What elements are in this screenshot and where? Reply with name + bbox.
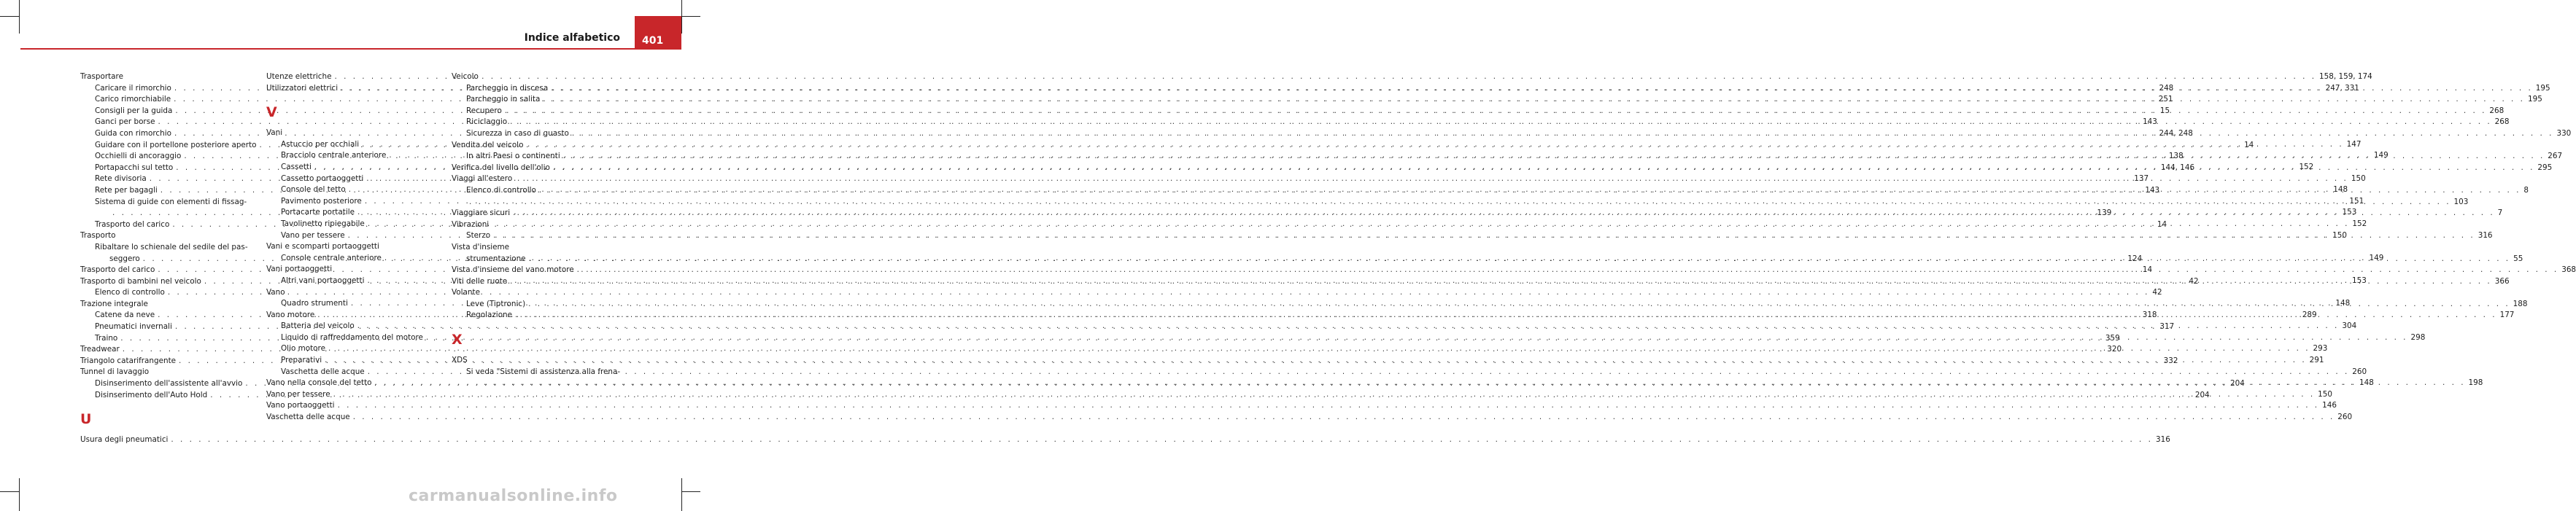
page-reference: 149 bbox=[2369, 253, 2384, 262]
entry-label: Vano per tessere bbox=[281, 230, 345, 240]
entry-label: Altri vani portaoggetti bbox=[281, 276, 365, 285]
page-reference: 153 bbox=[2342, 208, 2357, 217]
page-reference: 14 bbox=[2157, 219, 2167, 229]
page-reference: 317 bbox=[2159, 322, 2175, 332]
page-reference: 138 bbox=[2168, 152, 2184, 161]
entry-label: Regolazione bbox=[466, 311, 513, 320]
page-reference: 146 bbox=[2322, 401, 2337, 410]
dot-leader bbox=[338, 400, 2320, 412]
index-entry bbox=[80, 434, 2170, 446]
page-header-title: Indice alfabetico bbox=[524, 32, 620, 44]
page-reference: 260 bbox=[2352, 367, 2367, 376]
page-reference: 204 bbox=[2194, 390, 2210, 399]
index-entry: Tunnel di lavaggio bbox=[80, 367, 150, 377]
index-entry: Vista d'insieme bbox=[452, 242, 510, 251]
page-reference: 260 bbox=[2337, 413, 2353, 422]
dot-leader bbox=[484, 378, 2466, 389]
entry-label: Portacarte portatile bbox=[281, 208, 355, 217]
page-reference: 198 bbox=[2468, 378, 2483, 388]
dot-leader bbox=[553, 163, 2535, 174]
page-reference: 251 bbox=[2158, 95, 2173, 104]
entry-label: Sterzo bbox=[466, 231, 491, 241]
entry-label: Usura degli pneumatici bbox=[80, 435, 169, 445]
entry-label: Pneumatici invernali bbox=[95, 322, 172, 332]
index-entry: Vani bbox=[266, 128, 283, 138]
entry-label: Verifica del livello dell'olio bbox=[452, 163, 550, 172]
entry-label: Parcheggio in salita bbox=[466, 95, 541, 104]
page-reference: 7 bbox=[2497, 208, 2503, 218]
entry-label: Guida con rimorchio bbox=[95, 128, 171, 138]
dot-leader bbox=[469, 197, 2451, 208]
page-reference: 139 bbox=[2097, 208, 2112, 218]
entry-label: Liquido di raffreddamento del motore bbox=[281, 332, 423, 342]
page-reference: 318 bbox=[2142, 311, 2157, 320]
index-entry: Trazione integrale bbox=[80, 299, 148, 308]
entry-label: Guidare con il portellone posteriore aperto bbox=[95, 140, 257, 149]
entry-label: Astuccio per occhiali bbox=[281, 139, 360, 149]
page-reference: 150 bbox=[2318, 389, 2332, 399]
dot-leader bbox=[563, 151, 2545, 163]
page-reference: 247, 331 bbox=[2325, 83, 2359, 93]
dot-leader bbox=[577, 265, 2559, 276]
page-reference: 152 bbox=[2299, 162, 2314, 171]
entry-label: Vaschetta delle acque bbox=[266, 413, 350, 422]
crop-mark bbox=[19, 0, 20, 34]
page-reference: 268 bbox=[2494, 117, 2510, 127]
entry-label: Cassetti bbox=[281, 162, 312, 171]
entry-label: Vaschetta delle acque bbox=[281, 367, 365, 376]
dot-leader bbox=[426, 332, 2408, 344]
dot-leader bbox=[539, 185, 2521, 197]
index-subentry: Ribaltare lo schienale del sedile del pas- bbox=[95, 242, 248, 251]
index-entry bbox=[266, 412, 2353, 424]
entry-label: Vano nella console del tetto bbox=[266, 378, 372, 388]
entry-label: Disinserimento dell'Auto Hold bbox=[95, 390, 208, 399]
dot-leader bbox=[353, 412, 2335, 424]
page-reference: 14 bbox=[2244, 140, 2254, 149]
entry-label: Triangolo catarifrangente bbox=[80, 356, 177, 365]
dot-leader bbox=[368, 367, 2350, 378]
index-subentry bbox=[266, 196, 2364, 208]
entry-label: Riciclaggio bbox=[466, 117, 508, 127]
entry-label: Elenco di controllo bbox=[95, 288, 165, 297]
page-reference: 158, 159, 174 bbox=[2319, 72, 2372, 81]
page-reference: 148 bbox=[2335, 299, 2351, 308]
index-entry bbox=[266, 400, 2337, 412]
page-reference: 366 bbox=[2494, 276, 2510, 286]
page-reference: 291 bbox=[2309, 356, 2324, 365]
page-reference: 150 bbox=[2351, 173, 2366, 183]
dot-leader bbox=[510, 276, 2492, 288]
index-entry: Trasporto bbox=[80, 231, 116, 241]
entry-label: Occhielli di ancoraggio bbox=[95, 152, 182, 161]
dot-leader bbox=[543, 94, 2525, 106]
entry-label: Vano motore bbox=[266, 310, 315, 319]
page-reference: 55 bbox=[2513, 254, 2523, 263]
entry-label: Disinserimento dell'assistente all'avvio bbox=[95, 379, 243, 389]
dot-leader bbox=[515, 310, 2497, 321]
page-reference: 143 bbox=[2145, 185, 2160, 195]
entry-label: Recupero bbox=[466, 106, 502, 115]
crop-mark bbox=[0, 491, 19, 492]
entry-label: Catene da neve bbox=[95, 311, 155, 320]
page-reference: 316 bbox=[2478, 231, 2493, 241]
entry-label: Leve (Tiptronic) bbox=[466, 299, 526, 308]
entry-label: Vista d'insieme del vano motore bbox=[452, 265, 574, 275]
page-reference: 151 bbox=[2349, 196, 2364, 206]
page-reference: 298 bbox=[2410, 332, 2426, 342]
page-reference: 332 bbox=[2163, 356, 2178, 365]
header-divider bbox=[20, 48, 681, 50]
entry-label: Tavolinetto ripiegabile bbox=[281, 219, 365, 228]
page-reference: 293 bbox=[2313, 344, 2328, 354]
page-reference: 153 bbox=[2352, 276, 2367, 285]
entry-label: strumentazione bbox=[466, 254, 526, 263]
page-reference: 304 bbox=[2342, 321, 2357, 331]
dot-leader bbox=[328, 343, 2310, 355]
dot-leader bbox=[513, 208, 2495, 219]
dot-leader bbox=[493, 230, 2475, 242]
entry-label: Rete divisoria bbox=[95, 174, 147, 184]
page-reference: 289 bbox=[2302, 310, 2317, 319]
index-entry: Vendita del veicolo bbox=[452, 140, 524, 149]
page-reference: 368 bbox=[2561, 265, 2576, 275]
entry-label: Sicurezza in caso di guasto bbox=[466, 128, 569, 138]
entry-label: Cassetto portaoggetti bbox=[281, 173, 364, 183]
index-letter-heading: X bbox=[452, 332, 463, 348]
page-reference: 195 bbox=[2527, 95, 2542, 104]
page-reference: 320 bbox=[2107, 345, 2122, 354]
entry-label: Trasporto del carico bbox=[80, 265, 155, 275]
index-letter-heading: V bbox=[266, 104, 277, 121]
page-reference: 42 bbox=[2189, 276, 2199, 286]
page-reference: 204 bbox=[2229, 379, 2245, 389]
entry-label: Viaggiare sicuri bbox=[452, 208, 511, 218]
page-reference: 143 bbox=[2143, 117, 2157, 127]
index-entry: Vani e scomparti portaoggetti bbox=[266, 242, 379, 251]
dot-leader bbox=[362, 139, 2344, 151]
page-reference: 359 bbox=[2105, 333, 2120, 343]
dot-leader bbox=[510, 117, 2492, 128]
entry-label: Ganci per borse bbox=[95, 117, 155, 127]
crop-mark bbox=[0, 16, 19, 17]
index-subentry: Si veda "Sistemi di assistenza alla frena- bbox=[466, 367, 621, 376]
index-entry: Trasportare bbox=[80, 72, 123, 81]
page-reference: 177 bbox=[2499, 311, 2515, 320]
entry-label: Trasporto del carico bbox=[95, 219, 170, 229]
page-number: 401 bbox=[642, 35, 664, 47]
entry-label: Olio motore bbox=[281, 344, 325, 354]
entry-label: In altri Paesi o continenti bbox=[466, 152, 560, 161]
dot-leader bbox=[528, 299, 2510, 311]
crop-mark bbox=[681, 478, 682, 511]
dot-leader bbox=[551, 83, 2533, 95]
entry-label: Viti delle ruote bbox=[452, 276, 508, 286]
page-reference: 295 bbox=[2537, 163, 2553, 172]
entry-label: Elenco di controllo bbox=[466, 185, 536, 195]
index-subentry: Sistema di guide con elementi di fissag- bbox=[95, 197, 247, 206]
crop-mark bbox=[681, 491, 700, 492]
index-entry: Viaggi all'estero bbox=[452, 174, 513, 184]
page-reference: 124 bbox=[2127, 254, 2143, 263]
entry-label: Utenze elettriche bbox=[266, 72, 332, 81]
entry-label: Preparativi bbox=[281, 356, 322, 365]
page-reference: 316 bbox=[2155, 435, 2170, 445]
dot-leader bbox=[333, 389, 2316, 401]
page-reference: 15 bbox=[2159, 106, 2170, 115]
page-reference: 152 bbox=[2352, 219, 2367, 228]
crop-mark bbox=[681, 16, 700, 17]
crop-mark bbox=[19, 478, 20, 511]
index-entry: Veicolo bbox=[452, 72, 479, 81]
page-number-tab bbox=[635, 16, 681, 50]
index-letter-heading: U bbox=[80, 411, 92, 428]
entry-label: Vano per tessere bbox=[266, 389, 330, 399]
entry-label: Traino bbox=[95, 333, 118, 343]
dot-leader bbox=[357, 321, 2340, 332]
entry-label: Treadwear bbox=[80, 345, 120, 354]
page-reference: 149 bbox=[2373, 151, 2389, 160]
page-reference: 8 bbox=[2523, 185, 2529, 195]
page-reference: 150 bbox=[2332, 230, 2347, 240]
entry-label: Bracciolo centrale anteriore bbox=[281, 151, 387, 160]
watermark: carmanualsonline.info bbox=[409, 487, 618, 505]
index-entry: Vano bbox=[266, 287, 285, 297]
page-reference: 14 bbox=[2142, 265, 2153, 275]
page-reference: 195 bbox=[2535, 83, 2550, 93]
index-entry: Volante bbox=[452, 288, 480, 297]
entry-label: Consigli per la guida bbox=[95, 106, 173, 115]
index-entry: Vibrazioni bbox=[452, 219, 490, 229]
entry-label: seggero bbox=[109, 254, 140, 263]
entry-label: Caricare il rimorchio bbox=[95, 83, 171, 93]
page-reference: 267 bbox=[2548, 152, 2563, 161]
page-reference: 268 bbox=[2489, 106, 2505, 115]
dot-leader bbox=[368, 219, 2350, 230]
dot-leader bbox=[366, 173, 2348, 185]
entry-label: Pavimento posteriore bbox=[281, 196, 362, 206]
entry-label: Vano portaoggetti bbox=[266, 401, 335, 410]
dot-leader bbox=[572, 128, 2554, 140]
page-reference: 148 bbox=[2359, 378, 2374, 388]
entry-label: Portapacchi sul tetto bbox=[95, 163, 174, 172]
page-reference: 137 bbox=[2134, 174, 2149, 184]
entry-label: Carico rimorchiabile bbox=[95, 95, 171, 104]
entry-label: Parcheggio in discesa bbox=[466, 83, 549, 93]
page-reference: 148 bbox=[2333, 185, 2348, 195]
index-entry: Vani portaoggetti bbox=[266, 265, 333, 274]
dot-leader bbox=[171, 434, 2153, 446]
entry-label: Quadro strumenti bbox=[281, 299, 348, 308]
entry-label: Console centrale anteriore bbox=[281, 253, 382, 262]
page-reference: 147 bbox=[2346, 139, 2362, 149]
page-reference: 248 bbox=[2159, 83, 2174, 93]
page-reference: 330 bbox=[2556, 128, 2572, 138]
entry-label: Utilizzatori elettrici bbox=[266, 83, 339, 93]
index-entry: XDS bbox=[452, 356, 468, 365]
entry-label: Console del tetto bbox=[281, 185, 346, 195]
page-reference: 42 bbox=[2152, 288, 2162, 297]
entry-label: Trasporto di bambini nel veicolo bbox=[80, 276, 201, 286]
entry-label: Rete per bagagli bbox=[95, 185, 158, 195]
dot-leader bbox=[505, 106, 2487, 117]
crop-mark bbox=[681, 0, 682, 34]
entry-label: Batteria del veicolo bbox=[281, 321, 355, 331]
page-reference: 244, 248 bbox=[2159, 128, 2193, 138]
dot-leader bbox=[334, 71, 2316, 83]
page-reference: 103 bbox=[2453, 197, 2469, 206]
page-reference: 144, 146 bbox=[2160, 163, 2195, 172]
dot-leader bbox=[529, 254, 2511, 265]
page-reference: 188 bbox=[2513, 299, 2528, 308]
